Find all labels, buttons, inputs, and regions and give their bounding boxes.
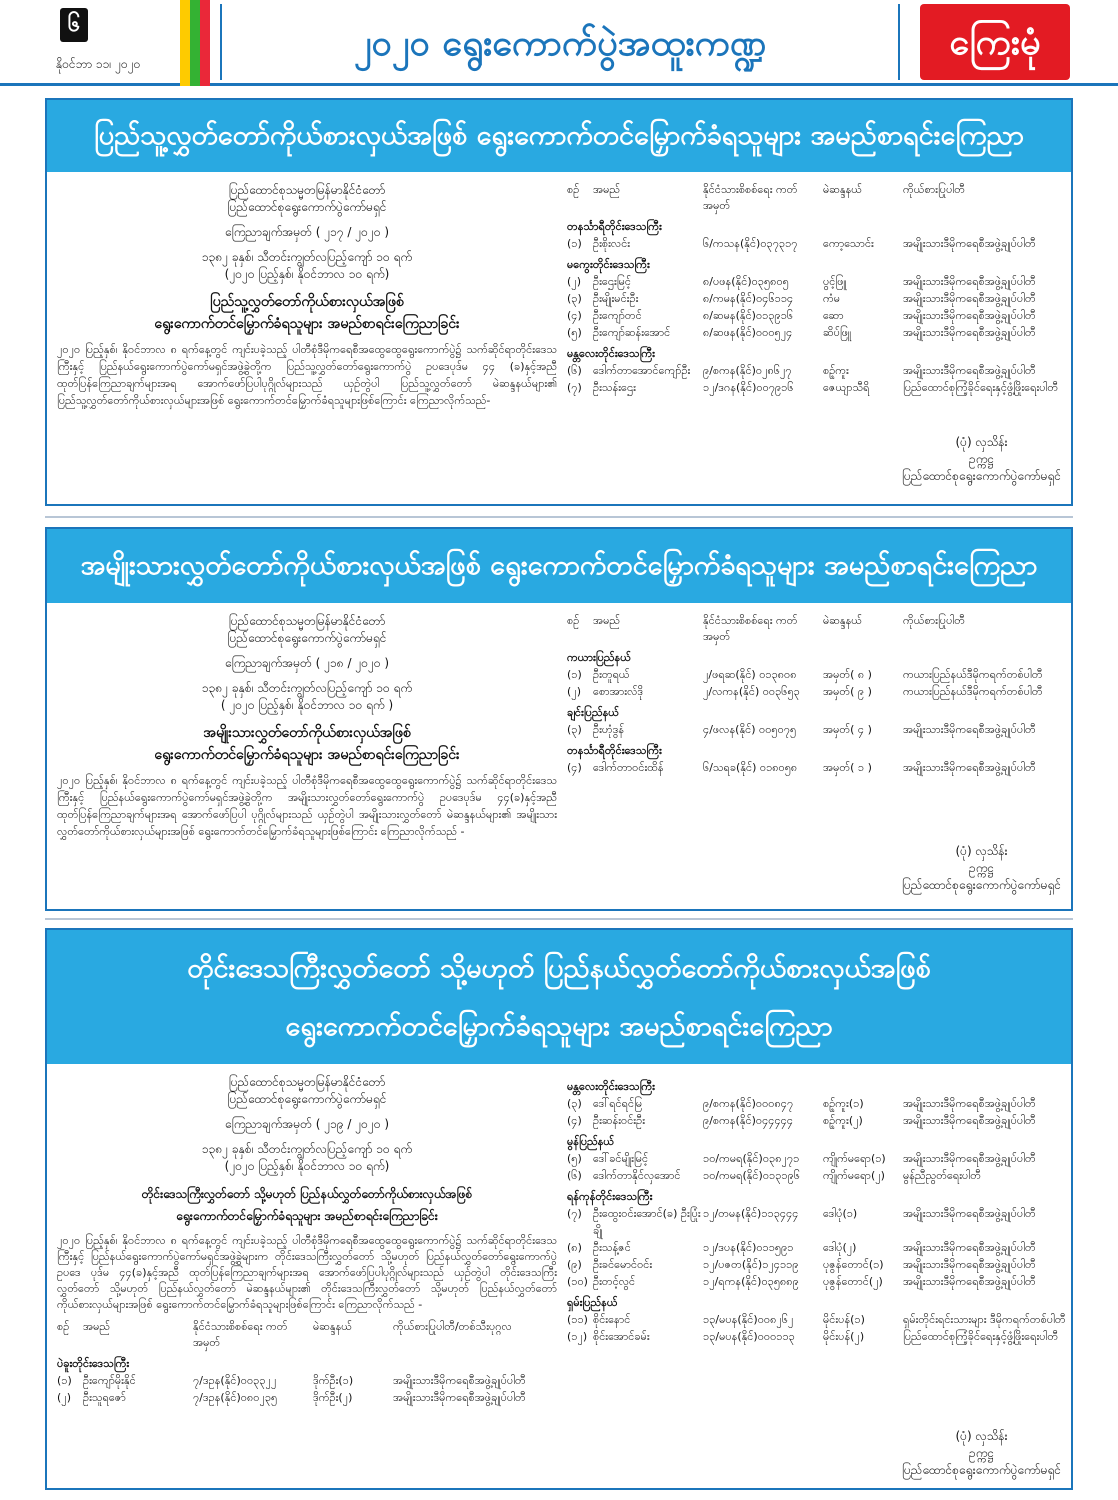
cell-name: ဦးကျော်ဆန်းအောင် [593, 326, 671, 339]
region-heading: မကွေးတိုင်းဒေသကြီး [567, 258, 650, 271]
cell-id: ၁၂/ဒဂန(နိုင်)၀၀၇၉၁၆ [703, 381, 794, 394]
cell-id: ၁၃/မပန(နိုင်)၀၀၀၁၁၃ [703, 1330, 795, 1343]
notice-region-state [45, 928, 1073, 1490]
flag-yellow [180, 0, 190, 86]
table-row [567, 1095, 1118, 1112]
cell-name: စောအားလ်ဒို [593, 685, 644, 698]
cell-id: ၁၂/တမန(နိုင်)၁၁၃၄၄၄ [703, 1207, 799, 1220]
cell-no: (၁၁) [567, 1313, 588, 1326]
table-row [567, 235, 1118, 252]
cell-no: (၂) [567, 275, 581, 288]
signer-title: ဥက္ကဋ္ဌ [969, 1446, 994, 1460]
signature [902, 1428, 1061, 1479]
cell-name: ဒေါက်တာအောင်ကျော်ဦး [593, 364, 691, 377]
cell-party: အမျိုးသားဒီမိုကရေစီအဖွဲ့ချုပ်ပါတီ [393, 1391, 526, 1404]
table-row [567, 1150, 1118, 1167]
table-row [567, 1239, 1118, 1256]
col-name: အမည် [593, 614, 621, 627]
cell-party: အမျိုးသားဒီမိုကရေစီအဖွဲ့ချုပ်ပါတီ [903, 761, 1036, 774]
cell-constituency: ဆိပ်ဖြူ [823, 326, 852, 339]
col-name: အမည် [593, 183, 621, 196]
region-heading: ချင်းပြည်နယ် [567, 706, 619, 719]
cell-constituency: ဒိုက်ဦး(၂) [313, 1391, 353, 1404]
cell-name: ဦးဌေးမြင့် [593, 275, 631, 288]
cell-party: အမျိုးသားဒီမိုကရေစီအဖွဲ့ချုပ်ပါတီ [903, 1258, 1036, 1271]
group-list [57, 1355, 557, 1406]
subject: တိုင်းဒေသကြီးလွှတ်တော် သို့မဟုတ် ပြည်နယ်လွှတ်တော်ကိုယ်စားလှယ်အဖြစ် [141, 1187, 473, 1201]
cell-party: အမျိုးသားဒီမိုကရေစီအဖွဲ့ချုပ်ပါတီ [393, 1374, 526, 1387]
cell-constituency: ကံမ [823, 292, 841, 305]
signature [902, 843, 1061, 894]
region-heading: တနင်္သာရီတိုင်းဒေသကြီး [567, 220, 662, 233]
cell-id: ၁၀/ကမရ(နိုင်)၀၃၈၂၇၁ [703, 1152, 800, 1165]
announcement-paragraph: ၂၀၂၀ ပြည့်နှစ်၊ နိုဝင်ဘာလ ၈ ရက်နေ့တွင် ကျင်းပခဲ့သည့် ပါတီစုံဒီမိုကရေစီအထွေထွေရွေးကောက်ပွဲ၌ သက်ဆိုင်ရာတိုင်းဒေသကြီးနှင့် ပြည်နယ်ရွေးကောက်ပွဲကော်မရှင်အဖွဲ့ခွဲတို့က အမျိုးသားလွှတ်တော်ရွေးကောက်ပွဲ ဥပဒေပုဒ်မ ၄၄(ခ)နှင့်အညီ ထုတ်ပြန်ကြေညာချက်များအရ အောက်ဖော်ပြပါ ပုဂ္ဂိုလ်များသည် ယှဉ်တွဲပါ အမျိုးသားလွှတ်တော် မဲဆန္ဒနယ်များ၏ အမျိုးသားလွှတ်တော်ကိုယ်စားလှယ်များအဖြစ် ရွေးကောက်တင်မြှောက်ခံရသူများဖြစ်ကြောင်း ကြေညာလိုက်သည် - [57, 774, 557, 838]
table-row [567, 721, 1118, 738]
line: ၁၃၈၂ ခုနှစ်၊ သီတင်းကျွတ်လပြည့်ကျော် ၁၀ ရက် [201, 250, 413, 264]
heading-line: ရွေးကောက်တင်မြှောက်ခံရသူများ အမည်စာရင်းကြေညာ [285, 1011, 833, 1042]
col-party: ကိုယ်စားပြုပါတီ [903, 183, 965, 196]
cell-constituency: မိုင်းပန်(၁) [823, 1313, 865, 1326]
table-row [567, 379, 1118, 396]
col-id: နိုင်ငံသားစိစစ်ရေး ကတ်အမှတ် [193, 1320, 288, 1349]
col-no: စဉ် [567, 183, 580, 196]
cell-id: ၈/ဆဖန(နိုင်)၀၀၀၅၂၄ [703, 326, 793, 339]
notice-body [47, 1064, 1071, 1488]
notice-heading: ပြည်သူ့လွှတ်တော်ကိုယ်စားလှယ်အဖြစ် ရွေးကောက်တင်မြှောက်ခံရသူများ အမည်စာရင်းကြေညာ [47, 100, 1071, 172]
signer: (ပုံ) လှသိန်း [955, 435, 1008, 449]
newspaper-logo: ကြေးမုံ [920, 4, 1070, 80]
cell-constituency: ဆော [823, 309, 844, 322]
cell-id: ၈/ဆမန(နိုင်)၀၁၃၉၁၆ [703, 309, 794, 322]
line: ပြည်ထောင်စုသမ္မတမြန်မာနိုင်ငံတော် [228, 183, 386, 197]
cell-constituency: ပုဇွန်တောင်(၁) [823, 1258, 884, 1271]
cell-id: ၈/ကမန(နိုင်)၀၄၆၁၁၄ [703, 292, 794, 305]
signer-org: ပြည်ထောင်စုရွေးကောက်ပွဲကော်မရှင် [902, 469, 1061, 483]
cell-constituency: စဉ့်ကူး [823, 364, 849, 377]
cell-name: စိုင်းနောင် [593, 1313, 631, 1326]
signer-org: ပြည်ထောင်စုရွေးကောက်ပွဲကော်မရှင် [902, 1463, 1061, 1477]
cell-id: ၇/ဒဥန(နိုင်)၀၀၃၃၂၂ [193, 1374, 277, 1387]
cell-party: ရှမ်းတိုင်းရင်းသားများ ဒီမိုကရက်တစ်ပါတီ [903, 1313, 1066, 1326]
region-heading: မွန်ပြည်နယ် [567, 1135, 615, 1148]
masthead [0, 0, 1118, 86]
cell-id: ၁၃/မပန(နိုင်)၀၀၈၂၆၂ [703, 1313, 794, 1326]
table-row [567, 290, 1118, 307]
announcement-number: ကြေညာချက်အမှတ် ( ၂၁၈ / ၂၀၂၀ ) [224, 656, 390, 670]
cell-party: အမျိုးသားဒီမိုကရေစီအဖွဲ့ချုပ်ပါတီ [903, 292, 1036, 305]
col-no: စဉ် [57, 1320, 70, 1333]
cell-name: ဦးသူရဇော် [83, 1391, 126, 1404]
table-row [567, 324, 1118, 341]
subject: ရွေးကောက်တင်မြှောက်ခံရသူများ အမည်စာရင်းကြေညာခြင်း [154, 316, 460, 332]
line: ပြည်ထောင်စုသမ္မတမြန်မာနိုင်ငံတော် [228, 614, 386, 628]
elected-table-right [567, 1074, 1118, 1345]
cell-id: ၆/သရခ(နိုင်) ၀၁၈၀၅၈ [703, 761, 798, 774]
cell-id: ၈/ပဖန(နိုင်)၀၃၅၈၀၅ [703, 275, 789, 288]
table-row [567, 1311, 1118, 1328]
cell-party: အမျိုးသားဒီမိုကရေစီအဖွဲ့ချုပ်ပါတီ [903, 326, 1036, 339]
table-row [567, 1167, 1118, 1184]
cell-constituency: ကျိုက်မရော(၁) [823, 1152, 886, 1165]
col-name: အမည် [83, 1320, 111, 1333]
cell-party: အမျိုးသားဒီမိုကရေစီအဖွဲ့ချုပ်ပါတီ [903, 1241, 1036, 1254]
group-list [567, 218, 1118, 396]
cell-party: ပြည်ထောင်စုကြံ့ခိုင်ရေးနှင့်ဖွံ့ဖြိုးရေးပါတီ [903, 1330, 1059, 1343]
cell-no: (၄) [567, 761, 582, 774]
cell-constituency: ကျိုက်မရော(၂) [823, 1169, 885, 1182]
subject: ရွေးကောက်တင်မြှောက်ခံရသူများ အမည်စာရင်းကြေညာခြင်း [154, 747, 460, 763]
cell-id: ၁၀/ကမရ(နိုင်)၀၁၃၁၉၆ [703, 1169, 800, 1182]
cell-id: ၆/ကသန(နိုင်)၀၃၇၃၁၇ [703, 237, 798, 250]
signer-title: ဥက္ကဋ္ဌ [969, 861, 994, 875]
cell-no: (၁၂) [567, 1330, 588, 1343]
cell-id: ၉/စကန(နိုင်)၀၂၈၆၂၇ [703, 364, 792, 377]
cell-id: ၉/စကန(နိုင်)၀၀၀၈၄၇ [703, 1097, 794, 1110]
cell-id: ၇/ဒဥန(နိုင်)၀၈၀၂၃၅ [193, 1391, 278, 1404]
section-title: ၂၀၂၀ ရွေးကောက်ပွဲအထူးကဏ္ဍ [353, 23, 767, 64]
cell-constituency: စဉ့်ကူး(၂) [823, 1114, 863, 1127]
notice-body [47, 172, 1071, 504]
cell-no: (၄) [567, 309, 582, 322]
cell-name: ဦးကျော်မိုးနိုင် [83, 1374, 136, 1387]
cell-name: ဦးသန့်ဇင် [593, 1241, 631, 1254]
announcement-text [57, 1074, 557, 1406]
cell-no: (၈) [567, 1241, 582, 1254]
cell-constituency: ဇေယျာသီရိ [823, 381, 870, 394]
cell-name: ဦးသန်းဌေး [593, 381, 636, 394]
cell-constituency: ဒိုက်ဦး(၁) [313, 1374, 354, 1387]
cell-constituency: မိုင်းပန်(၂) [823, 1330, 865, 1343]
cell-party: အမျိုးသားဒီမိုကရေစီအဖွဲ့ချုပ်ပါတီ [903, 1097, 1036, 1110]
table-row [57, 1372, 557, 1389]
table-row [567, 273, 1118, 290]
group-list [567, 1078, 1118, 1345]
notice-amyotha [45, 527, 1073, 911]
cell-name: ဦးကျော်တင် [593, 309, 642, 322]
cell-name: ဒေါက်တာနိုင်လှအောင် [593, 1169, 681, 1182]
cell-constituency: အမှတ်( ၉ ) [823, 685, 872, 698]
region-heading: ရန်ကုန်တိုင်းဒေသကြီး [567, 1190, 653, 1203]
cell-name: ဦးထွေးဝင်းအောင်(ခ) ဦးပြုံးချို [593, 1207, 701, 1237]
table-row [567, 683, 1118, 700]
region-heading: မန္တလေးတိုင်းဒေသကြီး [567, 1080, 655, 1093]
cell-constituency: ကော့သောင်း [823, 237, 874, 250]
subject: ပြည်သူ့လွှတ်တော်ကိုယ်စားလှယ်အဖြစ် [210, 294, 404, 310]
table-row [567, 759, 1118, 776]
table-row [567, 1273, 1118, 1290]
line: ( ၂၀၂၀ ပြည့်နှစ်၊ နိုဝင်ဘာလ ၁၀ ရက် ) [220, 698, 394, 712]
heading-line: တိုင်းဒေသကြီးလွှတ်တော် သို့မဟုတ် ပြည်နယ်လွှတ်တော်ကိုယ်စားလှယ်အဖြစ် [187, 953, 931, 984]
cell-id: ၄/ဖလန(နိုင်) ၀၀၅၀၇၅ [703, 723, 797, 736]
table-row [567, 666, 1118, 683]
flag-red [200, 0, 210, 86]
col-constituency: မဲဆန္ဒနယ် [313, 1320, 352, 1333]
cell-no: (၁၀) [567, 1275, 588, 1288]
cell-party: အမျိုးသားဒီမိုကရေစီအဖွဲ့ချုပ်ပါတီ [903, 364, 1036, 377]
cell-no: (၄) [567, 1114, 582, 1127]
col-id: နိုင်ငံသားစိစစ်ရေး ကတ်အမှတ် [703, 183, 798, 212]
subject: အမျိုးသားလွှတ်တော်ကိုယ်စားလှယ်အဖြစ် [203, 725, 411, 741]
announcement-paragraph: ၂၀၂၀ ပြည့်နှစ်၊ နိုဝင်ဘာလ ၈ ရက်နေ့တွင် ကျင်းပခဲ့သည့် ပါတီစုံဒီမိုကရေစီအထွေထွေရွေးကောက်ပွဲ၌ သက်ဆိုင်ရာတိုင်းဒေသကြီးနှင့် ပြည်နယ်ရွေးကောက်ပွဲကော်မရှင်အဖွဲ့ခွဲတို့က ပြည်သူ့လွှတ်တော်ရွေးကောက်ပွဲ ဥပဒေပုဒ်မ ၄၄ (ခ)နှင့်အညီ ထုတ်ပြန်ကြေညာချက်များအရ အောက်ဖော်ပြပါပုဂ္ဂိုလ်များသည် ယှဉ်တွဲပါ ပြည်သူ့လွှတ်တော် မဲဆန္ဒနယ်များ၏ ပြည်သူ့လွှတ်တော်ကိုယ်စားလှယ်များအဖြစ် ရွေးကောက်တင်မြှောက်ခံရသူများဖြစ်ကြောင်း ကြေညာလိုက်သည်- [57, 343, 557, 407]
table-row [567, 1205, 1118, 1239]
line: ပြည်ထောင်စုသမ္မတမြန်မာနိုင်ငံတော် [228, 1075, 386, 1089]
announcement-number: ကြေညာချက်အမှတ် ( ၂၁၉ / ၂၀၂၀ ) [224, 1117, 390, 1131]
region-heading: မန္တလေးတိုင်းဒေသကြီး [567, 347, 655, 360]
cell-no: (၆) [567, 364, 582, 377]
cell-id: ၂/လကန(နိုင်) ၀၀၃၆၅၃ [703, 685, 800, 698]
notice-heading: အမျိုးသားလွှတ်တော်ကိုယ်စားလှယ်အဖြစ် ရွေးကောက်တင်မြှောက်ခံရသူများ အမည်စာရင်းကြေညာ [47, 529, 1071, 603]
cell-constituency: အမှတ်( ၁ ) [823, 761, 872, 774]
cell-party: အမျိုးသားဒီမိုကရေစီအဖွဲ့ချုပ်ပါတီ [903, 1275, 1036, 1288]
region-heading: ရှမ်းပြည်နယ် [567, 1296, 618, 1309]
cell-party: ပြည်ထောင်စုကြံ့ခိုင်ရေးနှင့်ဖွံ့ဖြိုးရေးပါတီ [903, 381, 1059, 394]
elected-table [567, 182, 1118, 396]
cell-constituency: ပုဇွန်တောင်(၂) [823, 1275, 883, 1288]
cell-party: ကယားပြည်နယ်ဒီမိုကရက်တစ်ပါတီ [903, 668, 1043, 681]
table-row [567, 1112, 1118, 1129]
cell-no: (၅) [567, 326, 582, 339]
signer: (ပုံ) လှသိန်း [955, 1429, 1008, 1443]
elected-table-left [57, 1319, 557, 1406]
col-party: ကိုယ်စားပြုပါတီ [903, 614, 965, 627]
cell-party: အမျိုးသားဒီမိုကရေစီအဖွဲ့ချုပ်ပါတီ [903, 1207, 1036, 1220]
signature [902, 434, 1061, 485]
cell-id: ၉/စကန(နိုင်)၀၄၄၄၄၄ [703, 1114, 794, 1127]
cell-party: ကယားပြည်နယ်ဒီမိုကရက်တစ်ပါတီ [903, 685, 1043, 698]
signer: (ပုံ) လှသိန်း [955, 844, 1008, 858]
table-header [567, 613, 1118, 645]
cell-name: ဦးစိုးလင်း [593, 237, 631, 250]
cell-name: ဦးတူရယ် [593, 668, 630, 681]
cell-constituency: အမှတ်( ၄ ) [823, 723, 872, 736]
announcement-paragraph: ၂၀၂၀ ပြည့်နှစ်၊ နိုဝင်ဘာလ ၈ ရက်နေ့တွင် ကျင်းပခဲ့သည့် ပါတီစုံဒီမိုကရေစီအထွေထွေရွေးကောက်ပွဲ၌ သက်ဆိုင်ရာတိုင်းဒေသကြီးနှင့် ပြည်နယ်ရွေးကောက်ပွဲကော်မရှင်အဖွဲ့ခွဲများက တိုင်းဒေသကြီးလွှတ်တော် သို့မဟုတ် ပြည်နယ်လွှတ်တော်ရွေးကောက်ပွဲဥပဒေ ပုဒ်မ ၄၄(ခ)နှင့်အညီ ထုတ်ပြန်ကြေညာချက်များအရ အောက်ဖော်ပြပါပုဂ္ဂိုလ်များသည် ယှဉ်တွဲပါ တိုင်းဒေသကြီးလွှတ်တော် သို့မဟုတ် ပြည်နယ်လွှတ်တော် မဲဆန္ဒနယ်များ၏ တိုင်းဒေသကြီးလွှတ်တော် သို့မဟုတ် ပြည်နယ်လွှတ်တော် ကိုယ်စားလှယ်များအဖြစ် ရွေးကောက်တင်မြှောက်ခံရသူများဖြစ်ကြောင်း ကြေညာလိုက်သည် - [57, 1234, 557, 1311]
cell-no: (၁) [567, 237, 582, 250]
cell-constituency: ဒေါပုံ(၂) [823, 1241, 857, 1254]
cell-no: (၃) [567, 1097, 582, 1110]
cell-name: စိုင်းအောင်ခမ်း [593, 1330, 650, 1343]
table-row [567, 1328, 1118, 1345]
line: ပြည်ထောင်စုရွေးကောက်ပွဲကော်မရှင် [227, 200, 387, 214]
table-row [567, 307, 1118, 324]
table-row [567, 362, 1118, 379]
cell-party: အမျိုးသားဒီမိုကရေစီအဖွဲ့ချုပ်ပါတီ [903, 1114, 1036, 1127]
line: ပြည်ထောင်စုရွေးကောက်ပွဲကော်မရှင် [227, 631, 387, 645]
cell-name: ဒေါက်တာဝင်းထိန် [593, 761, 664, 774]
notice-pyithu [45, 98, 1073, 506]
group-list [567, 649, 1118, 776]
col-id: နိုင်ငံသားစိစစ်ရေး ကတ်အမှတ် [703, 614, 798, 643]
divider [45, 918, 1073, 920]
col-no: စဉ် [567, 614, 580, 627]
cell-name: ဦးခင်မောင်ဝင်း [593, 1258, 653, 1271]
region-heading: ပဲခူးတိုင်းဒေသကြီး [57, 1357, 130, 1370]
line: ပြည်ထောင်စုရွေးကောက်ပွဲကော်မရှင် [227, 1092, 387, 1106]
divider [45, 516, 1073, 518]
line: (၂၀၂၀ ပြည့်နှစ်၊ နိုဝင်ဘာလ ၁၀ ရက်) [224, 267, 390, 281]
announcement-text [57, 613, 557, 840]
col-constituency: မဲဆန္ဒနယ် [823, 614, 862, 627]
col-party: ကိုယ်စားပြုပါတီ/တစ်သီးပုဂ္ဂလ [393, 1320, 512, 1333]
page-number: ၆ [60, 8, 88, 42]
cell-party: အမျိုးသားဒီမိုကရေစီအဖွဲ့ချုပ်ပါတီ [903, 1152, 1036, 1165]
cell-constituency: ပွင့်ဖြူ [823, 275, 847, 288]
cell-party: အမျိုးသားဒီမိုကရေစီအဖွဲ့ချုပ်ပါတီ [903, 237, 1036, 250]
region-heading: ကယားပြည်နယ် [567, 651, 631, 664]
table-row [57, 1389, 557, 1406]
line: ၁၃၈၂ ခုနှစ်၊ သီတင်းကျွတ်လပြည့်ကျော် ၁၀ ရက် [201, 681, 413, 695]
cell-name: ဦးဟုံဒွန် [593, 723, 625, 736]
cell-id: ၂/ဖရဆ(နိုင်) ၀၁၃၈၀၈ [703, 668, 797, 681]
announcement-number: ကြေညာချက်အမှတ် ( ၂၁၇ / ၂၀၂၀ ) [224, 225, 390, 239]
table-header [57, 1319, 557, 1351]
table-row [567, 1256, 1118, 1273]
cell-party: အမျိုးသားဒီမိုကရေစီအဖွဲ့ချုပ်ပါတီ [903, 275, 1036, 288]
cell-id: ၁၂/ရကန(နိုင်)၀၃၅၈၈၉ [703, 1275, 799, 1288]
flag-stripes [180, 0, 210, 86]
cell-no: (၁) [567, 668, 582, 681]
cell-no: (၃) [567, 723, 582, 736]
col-constituency: မဲဆန္ဒနယ် [823, 183, 862, 196]
elected-table [567, 613, 1118, 776]
cell-id: ၁၂/ဒပန(နိုင်)၀၁၁၅၉၁ [703, 1241, 794, 1254]
line: (၂၀၂၀ ပြည့်နှစ်၊ နိုဝင်ဘာလ ၁၀ ရက်) [224, 1159, 390, 1173]
cell-party: မွန်ညီညွတ်ရေးပါတီ [903, 1169, 981, 1182]
line: ၁၃၈၂ ခုနှစ်၊ သီတင်းကျွတ်လပြည့်ကျော် ၁၀ ရက် [201, 1142, 413, 1156]
cell-name: ဒေါ်ခင်မျိုးမြင့် [593, 1152, 649, 1165]
cell-name: ဦးဆန်းဝင်းဦး [593, 1114, 645, 1127]
cell-name: ဦးတင့်လွင် [593, 1275, 636, 1288]
cell-no: (၉) [567, 1258, 582, 1271]
cell-party: အမျိုးသားဒီမိုကရေစီအဖွဲ့ချုပ်ပါတီ [903, 309, 1036, 322]
announcement-text [57, 182, 557, 409]
cell-name: ဦးမျိုးမင်းဦး [593, 292, 639, 305]
notice-body [47, 603, 1071, 909]
cell-no: (၃) [567, 292, 582, 305]
signer-org: ပြည်ထောင်စုရွေးကောက်ပွဲကော်မရှင် [902, 878, 1061, 892]
cell-no: (၇) [567, 1207, 582, 1220]
cell-no: (၂) [57, 1391, 71, 1404]
cell-no: (၇) [567, 381, 582, 394]
cell-constituency: အမှတ်( ၈ ) [823, 668, 872, 681]
table-header [567, 182, 1118, 214]
cell-name: ဒေါ်ရင်ရင်မြ [593, 1097, 643, 1110]
cell-no: (၁) [57, 1374, 72, 1387]
cell-no: (၂) [567, 685, 581, 698]
cell-party: အမျိုးသားဒီမိုကရေစီအဖွဲ့ချုပ်ပါတီ [903, 723, 1036, 736]
cell-constituency: စဉ့်ကူး(၁) [823, 1097, 864, 1110]
cell-id: ၁၂/ပဇတ(နိုင်)၁၂၄၁၁၉ [703, 1258, 799, 1271]
flag-green [190, 0, 200, 86]
notice-heading [47, 930, 1071, 1064]
region-heading: တနင်္သာရီတိုင်းဒေသကြီး [567, 744, 662, 757]
cell-constituency: ဒေါပုံ(၁) [823, 1207, 858, 1220]
signer-title: ဥက္ကဋ္ဌ [969, 452, 994, 466]
page-date: နိုဝင်ဘာ ၁၁၊ ၂၀၂၀ [56, 57, 141, 71]
subject: ရွေးကောက်တင်မြှောက်ခံရသူများ အမည်စာရင်းကြေညာခြင်း [176, 1209, 438, 1223]
cell-no: (၆) [567, 1169, 582, 1182]
cell-no: (၅) [567, 1152, 582, 1165]
